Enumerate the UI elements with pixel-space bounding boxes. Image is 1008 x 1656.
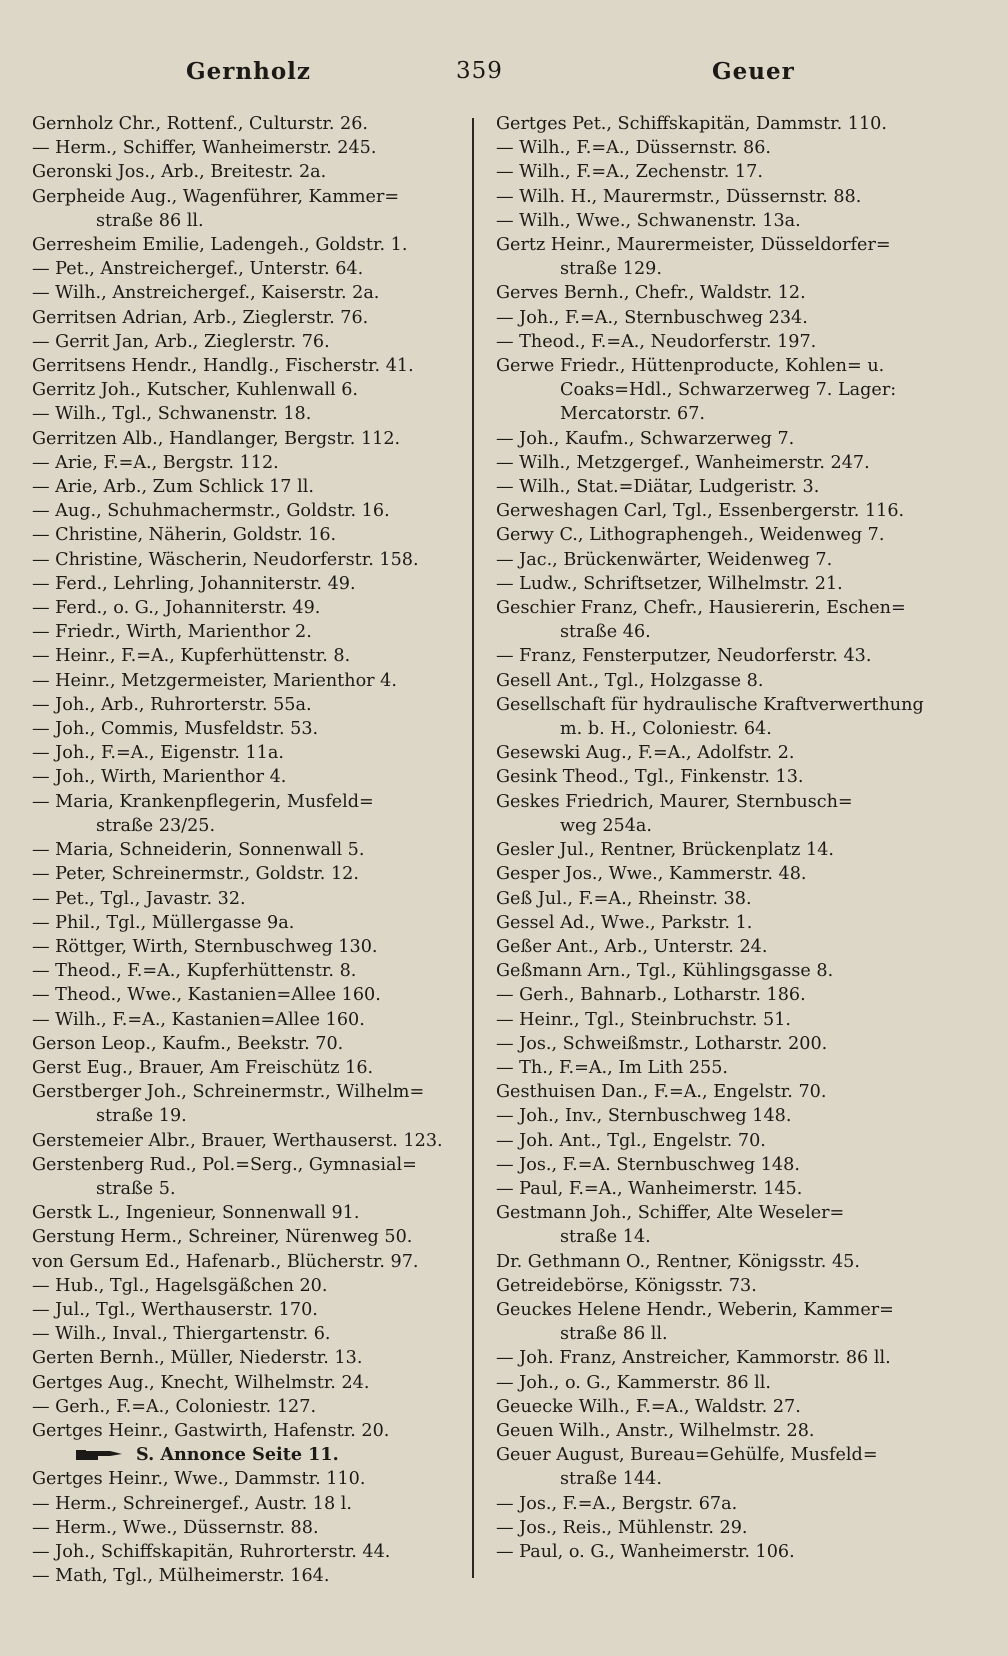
directory-entry: Gerweshagen Carl, Tgl., Essenbergerstr. 116. xyxy=(496,501,905,522)
directory-entry: straße 23/25. xyxy=(96,815,216,836)
directory-entry: — Maria, Schneiderin, Sonnenwall 5. xyxy=(32,840,365,861)
directory-entry: — Hub., Tgl., Hagelsgäßchen 20. xyxy=(32,1275,328,1296)
directory-entry: — Phil., Tgl., Müllergasse 9a. xyxy=(32,912,295,933)
directory-entry: Getreidebörse, Königsstr. 73. xyxy=(496,1275,757,1296)
directory-entry: — Ferd., o. G., Johanniterstr. 49. xyxy=(32,598,321,619)
directory-entry: — Theod., F.=A., Neudorferstr. 197. xyxy=(496,331,817,352)
directory-entry: Gerresheim Emilie, Ladengeh., Goldstr. 1. xyxy=(32,235,408,256)
directory-entry: — Jac., Brückenwärter, Weidenweg 7. xyxy=(496,549,833,570)
directory-entry: — Joh., Wirth, Marienthor 4. xyxy=(32,767,287,788)
directory-entry: Geßmann Arn., Tgl., Kühlingsgasse 8. xyxy=(496,961,834,982)
directory-entry: — Arie, Arb., Zum Schlick 17 ll. xyxy=(32,477,314,498)
directory-entry: straße 14. xyxy=(560,1227,651,1248)
directory-entry: — Christine, Näherin, Goldstr. 16. xyxy=(32,525,337,546)
directory-entry: — Joh., Commis, Musfeldstr. 53. xyxy=(32,719,319,740)
directory-entry: Gesink Theod., Tgl., Finkenstr. 13. xyxy=(496,767,804,788)
directory-entry: straße 19. xyxy=(96,1106,187,1127)
directory-entry: — Paul, o. G., Wanheimerstr. 106. xyxy=(496,1541,795,1562)
directory-entry: — Herm., Wwe., Düssernstr. 88. xyxy=(32,1517,319,1538)
directory-entry: — Wilh., Anstreichergef., Kaiserstr. 2a. xyxy=(32,283,380,304)
directory-entry: — Th., F.=A., Im Lith 255. xyxy=(496,1057,729,1078)
directory-entry: — Wilh., F.=A., Düssernstr. 86. xyxy=(496,138,771,159)
directory-entry xyxy=(32,1443,450,1467)
left-column xyxy=(32,112,450,1588)
directory-entry: straße 86 ll. xyxy=(96,210,204,231)
directory-entry: — Joh. Ant., Tgl., Engelstr. 70. xyxy=(496,1130,766,1151)
right-column xyxy=(496,112,936,1564)
directory-entry: Geuen Wilh., Anstr., Wilhelmstr. 28. xyxy=(496,1420,815,1441)
directory-entry: Gerson Leop., Kaufm., Beekstr. 70. xyxy=(32,1033,344,1054)
header-left-keyword: Gernholz xyxy=(186,58,311,85)
directory-entry: — Joh., Arb., Ruhrorterstr. 55a. xyxy=(32,694,312,715)
annonce-reference: S. Annonce Seite 11. xyxy=(136,1444,339,1466)
directory-entry: — Jos., Reis., Mühlenstr. 29. xyxy=(496,1517,748,1538)
directory-entry: Gerst Eug., Brauer, Am Freischütz 16. xyxy=(32,1057,374,1078)
directory-entry: — Herm., Schiffer, Wanheimerstr. 245. xyxy=(32,138,377,159)
pointing-hand-icon xyxy=(76,1448,128,1462)
directory-entry: Gerpheide Aug., Wagenführer, Kammer= xyxy=(32,186,400,207)
directory-entry: Gerstung Herm., Schreiner, Nürenweg 50. xyxy=(32,1227,413,1248)
directory-entry: — Ferd., Lehrling, Johanniterstr. 49. xyxy=(32,573,356,594)
directory-entry: straße 144. xyxy=(560,1469,662,1490)
directory-entry: — Ludw., Schriftsetzer, Wilhelmstr. 21. xyxy=(496,573,843,594)
directory-entry: — Herm., Schreinergef., Austr. 18 l. xyxy=(32,1493,352,1514)
directory-entry: — Jos., Schweißmstr., Lotharstr. 200. xyxy=(496,1033,828,1054)
directory-entry: Gessel Ad., Wwe., Parkstr. 1. xyxy=(496,912,753,933)
directory-entry: straße 5. xyxy=(96,1178,176,1199)
directory-entry: von Gersum Ed., Hafenarb., Blücherstr. 97. xyxy=(32,1251,419,1272)
directory-entry: Gerten Bernh., Müller, Niederstr. 13. xyxy=(32,1348,363,1369)
directory-entry: — Christine, Wäscherin, Neudorferstr. 158. xyxy=(32,549,419,570)
header-right-keyword: Geuer xyxy=(712,58,795,85)
directory-entry: Gesell Ant., Tgl., Holzgasse 8. xyxy=(496,670,764,691)
directory-entry: Geschier Franz, Chefr., Hausiererin, Eschen= xyxy=(496,598,906,619)
directory-entry: Gertges Aug., Knecht, Wilhelmstr. 24. xyxy=(32,1372,370,1393)
directory-entry: — Wilh., Metzgergef., Wanheimerstr. 247. xyxy=(496,452,870,473)
directory-entry: Geronski Jos., Arb., Breitestr. 2a. xyxy=(32,162,327,183)
directory-entry: Gesler Jul., Rentner, Brückenplatz 14. xyxy=(496,840,835,861)
directory-entry: — Wilh., Stat.=Diätar, Ludgeristr. 3. xyxy=(496,477,820,498)
directory-entry: — Röttger, Wirth, Sternbuschweg 130. xyxy=(32,936,378,957)
directory-entry: Gesthuisen Dan., F.=A., Engelstr. 70. xyxy=(496,1082,827,1103)
directory-entry: — Joh., Schiffskapitän, Ruhrorterstr. 44. xyxy=(32,1541,391,1562)
directory-entry: Gerritzen Alb., Handlanger, Bergstr. 112. xyxy=(32,428,401,449)
directory-entry: — Gerh., F.=A., Coloniestr. 127. xyxy=(32,1396,317,1417)
directory-entry: — Pet., Anstreichergef., Unterstr. 64. xyxy=(32,259,364,280)
directory-entry: m. b. H., Coloniestr. 64. xyxy=(560,719,772,740)
directory-entry: — Franz, Fensterputzer, Neudorferstr. 43. xyxy=(496,646,872,667)
directory-entry: Geuer August, Bureau=Gehülfe, Musfeld= xyxy=(496,1445,878,1466)
directory-entry: — Wilh., Wwe., Schwanenstr. 13a. xyxy=(496,210,801,231)
directory-entry: — Theod., F.=A., Kupferhüttenstr. 8. xyxy=(32,961,357,982)
directory-entry: — Gerh., Bahnarb., Lotharstr. 186. xyxy=(496,985,806,1006)
directory-entry: Dr. Gethmann O., Rentner, Königsstr. 45. xyxy=(496,1251,860,1272)
page-header xyxy=(36,58,936,98)
directory-entry: — Theod., Wwe., Kastanien=Allee 160. xyxy=(32,985,381,1006)
directory-entry: — Jul., Tgl., Werthauserstr. 170. xyxy=(32,1299,318,1320)
directory-entry: — Wilh. H., Maurermstr., Düssernstr. 88. xyxy=(496,186,862,207)
directory-entry: — Wilh., Inval., Thiergartenstr. 6. xyxy=(32,1324,331,1345)
directory-entry: — Wilh., F.=A., Zechenstr. 17. xyxy=(496,162,763,183)
directory-entry: — Heinr., Metzgermeister, Marienthor 4. xyxy=(32,670,397,691)
page-number: 359 xyxy=(456,58,503,84)
directory-entry: Gestmann Joh., Schiffer, Alte Weseler= xyxy=(496,1203,845,1224)
directory-entry: — Joh. Franz, Anstreicher, Kammorstr. 86 ll. xyxy=(496,1348,891,1369)
directory-entry: Geuckes Helene Hendr., Weberin, Kammer= xyxy=(496,1299,894,1320)
directory-entry: Gesper Jos., Wwe., Kammerstr. 48. xyxy=(496,864,807,885)
directory-entry: straße 46. xyxy=(560,622,651,643)
directory-entry: Mercatorstr. 67. xyxy=(560,404,705,425)
directory-entry: Gertges Heinr., Gastwirth, Hafenstr. 20. xyxy=(32,1420,390,1441)
directory-entry: — Peter, Schreinermstr., Goldstr. 12. xyxy=(32,864,359,885)
directory-entry: Gerwy C., Lithographengeh., Weidenweg 7. xyxy=(496,525,885,546)
directory-entry: — Jos., F.=A. Sternbuschweg 148. xyxy=(496,1154,800,1175)
column-divider xyxy=(472,118,474,1578)
directory-entry: Gertges Pet., Schiffskapitän, Dammstr. 110. xyxy=(496,114,887,134)
directory-entry: Gesellschaft für hydraulische Kraftverwerthung xyxy=(496,694,924,715)
directory-entry: — Arie, F.=A., Bergstr. 112. xyxy=(32,452,279,473)
directory-entry: Gerves Bernh., Chefr., Waldstr. 12. xyxy=(496,283,806,304)
directory-entry: — Wilh., F.=A., Kastanien=Allee 160. xyxy=(32,1009,365,1030)
directory-entry: Gerstberger Joh., Schreinermstr., Wilhelm= xyxy=(32,1082,425,1103)
directory-entry: Gerstemeier Albr., Brauer, Werthauserst. 123. xyxy=(32,1130,443,1151)
directory-entry: Gernholz Chr., Rottenf., Culturstr. 26. xyxy=(32,114,369,134)
directory-entry: — Joh., Inv., Sternbuschweg 148. xyxy=(496,1106,792,1127)
directory-entry: weg 254a. xyxy=(560,815,652,836)
directory-entry: Gerritz Joh., Kutscher, Kuhlenwall 6. xyxy=(32,380,359,401)
directory-entry: Coaks=Hdl., Schwarzerweg 7. Lager: xyxy=(560,380,897,401)
directory-entry: — Aug., Schuhmachermstr., Goldstr. 16. xyxy=(32,501,390,522)
directory-entry: — Heinr., Tgl., Steinbruchstr. 51. xyxy=(496,1009,791,1030)
directory-entry: Gerritsens Hendr., Handlg., Fischerstr. 41. xyxy=(32,356,414,377)
directory-entry: Gerstenberg Rud., Pol.=Serg., Gymnasial= xyxy=(32,1154,417,1175)
directory-entry: Geskes Friedrich, Maurer, Sternbusch= xyxy=(496,791,853,812)
directory-entry: — Maria, Krankenpflegerin, Musfeld= xyxy=(32,791,374,812)
directory-entry: — Joh., Kaufm., Schwarzerweg 7. xyxy=(496,428,795,449)
directory-entry: straße 86 ll. xyxy=(560,1324,668,1345)
directory-entry: — Joh., o. G., Kammerstr. 86 ll. xyxy=(496,1372,772,1393)
directory-entry: — Paul, F.=A., Wanheimerstr. 145. xyxy=(496,1178,803,1199)
directory-entry: — Friedr., Wirth, Marienthor 2. xyxy=(32,622,312,643)
directory-entry: straße 129. xyxy=(560,259,662,280)
directory-entry: Gertges Heinr., Wwe., Dammstr. 110. xyxy=(32,1469,366,1490)
directory-entry: Gerwe Friedr., Hüttenproducte, Kohlen= u. xyxy=(496,356,885,377)
directory-entry: Gesewski Aug., F.=A., Adolfstr. 2. xyxy=(496,743,795,764)
directory-entry: Gerstk L., Ingenieur, Sonnenwall 91. xyxy=(32,1203,360,1224)
directory-entry: — Wilh., Tgl., Schwanenstr. 18. xyxy=(32,404,312,425)
directory-entry: — Joh., F.=A., Eigenstr. 11a. xyxy=(32,743,284,764)
directory-entry: — Heinr., F.=A., Kupferhüttenstr. 8. xyxy=(32,646,351,667)
directory-entry: Geßer Ant., Arb., Unterstr. 24. xyxy=(496,936,768,957)
directory-entry: Gerritsen Adrian, Arb., Zieglerstr. 76. xyxy=(32,307,369,328)
directory-entry: Gertz Heinr., Maurermeister, Düsseldorfer= xyxy=(496,235,891,256)
directory-entry: — Pet., Tgl., Javastr. 32. xyxy=(32,888,246,909)
directory-entry: — Joh., F.=A., Sternbuschweg 234. xyxy=(496,307,808,328)
directory-entry: Geß Jul., F.=A., Rheinstr. 38. xyxy=(496,888,752,909)
directory-entry: — Jos., F.=A., Bergstr. 67a. xyxy=(496,1493,738,1514)
directory-entry: — Gerrit Jan, Arb., Zieglerstr. 76. xyxy=(32,331,330,352)
directory-entry: Geuecke Wilh., F.=A., Waldstr. 27. xyxy=(496,1396,801,1417)
directory-entry: — Math, Tgl., Mülheimerstr. 164. xyxy=(32,1566,330,1587)
